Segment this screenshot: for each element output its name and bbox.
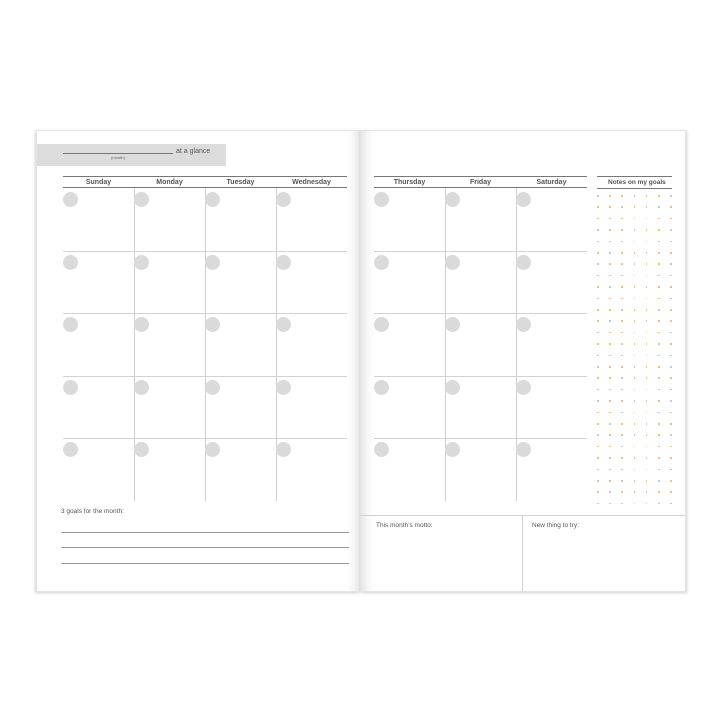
grid-dot [646,377,648,379]
grid-dot [658,503,660,505]
calendar-day-cell[interactable] [134,438,205,501]
grid-dot [658,320,660,322]
grid-dot [658,286,660,288]
grid-dot [597,400,599,402]
notes-top-rule [597,176,672,177]
grid-dot [597,412,599,414]
grid-dot [634,469,636,471]
grid-dot [621,298,623,300]
grid-dot [658,480,660,482]
grid-dot [670,412,672,414]
grid-dot [609,275,611,277]
grid-dot [634,195,636,197]
notes-header-rule [597,188,672,189]
date-number-circle[interactable] [276,255,291,270]
date-number-circle[interactable] [516,192,531,207]
grid-dot [634,206,636,208]
grid-dot [634,491,636,493]
grid-dot [646,423,648,425]
calendar-day-cell[interactable] [276,438,347,501]
grid-dot [658,343,660,345]
grid-dot [621,218,623,220]
grid-dot [670,400,672,402]
calendar-day-cell[interactable] [374,438,445,501]
calendar-day-cell[interactable] [63,313,134,376]
grid-top-rule [63,176,347,177]
grid-dot [634,412,636,414]
calendar-day-cell[interactable] [374,376,445,439]
grid-dot [609,252,611,254]
grid-dot [609,377,611,379]
grid-dot [609,195,611,197]
grid-dot [621,332,623,334]
grid-dot [597,457,599,459]
grid-dot [646,218,648,220]
grid-dot [621,412,623,414]
grid-dot [609,206,611,208]
date-number-circle[interactable] [276,317,291,332]
grid-dot [634,434,636,436]
grid-dot [646,480,648,482]
grid-dot [597,503,599,505]
grid-dot [597,446,599,448]
grid-dot [646,343,648,345]
grid-dot [609,229,611,231]
grid-dot [621,446,623,448]
calendar-day-cell[interactable] [63,188,134,251]
grid-dot [621,366,623,368]
grid-dot [658,457,660,459]
grid-dot [646,400,648,402]
grid-dot [634,503,636,505]
grid-dot [597,491,599,493]
date-number-circle[interactable] [205,380,220,395]
calendar-day-cell[interactable] [445,313,516,376]
grid-dot [609,480,611,482]
grid-dot [609,400,611,402]
date-number-circle[interactable] [445,192,460,207]
grid-dot [597,480,599,482]
grid-dot [597,377,599,379]
grid-dot [609,423,611,425]
grid-dot [646,491,648,493]
grid-dot [609,503,611,505]
grid-dot [634,480,636,482]
date-number-circle[interactable] [205,255,220,270]
date-number-circle[interactable] [374,317,389,332]
grid-dot [621,389,623,391]
grid-dot [609,332,611,334]
grid-dot [658,423,660,425]
grid-dot [634,252,636,254]
day-label-wednesday: Wednesday [292,179,331,186]
date-number-circle[interactable] [276,380,291,395]
grid-dot [634,309,636,311]
grid-dot [670,218,672,220]
grid-dot [658,469,660,471]
grid-dot [609,469,611,471]
date-number-circle[interactable] [374,192,389,207]
grid-dot [658,309,660,311]
grid-dot [646,412,648,414]
grid-dot [670,434,672,436]
grid-dot [670,343,672,345]
date-number-circle[interactable] [205,317,220,332]
day-label-saturday: Saturday [536,179,567,186]
calendar-day-cell[interactable] [205,376,276,439]
grid-dot [597,263,599,265]
grid-dot [634,343,636,345]
grid-dot [646,286,648,288]
grid-dot [646,298,648,300]
grid-dot [609,263,611,265]
grid-dot [609,446,611,448]
calendar-day-cell[interactable] [516,313,587,376]
month-blank-sublabel: (month) [111,155,125,160]
grid-dot [634,377,636,379]
grid-dot [621,457,623,459]
grid-dot [609,320,611,322]
calendar-day-cell[interactable] [134,251,205,314]
calendar-day-cell[interactable] [516,438,587,501]
calendar-day-cell[interactable] [276,251,347,314]
grid-dot [597,389,599,391]
grid-dot [597,434,599,436]
grid-dot [597,320,599,322]
grid-dot [609,491,611,493]
grid-dot [621,480,623,482]
grid-dot [658,229,660,231]
date-number-circle[interactable] [63,192,78,207]
grid-dot [670,195,672,197]
grid-dot [670,480,672,482]
calendar-day-cell[interactable] [134,313,205,376]
grid-dot [646,446,648,448]
date-number-circle[interactable] [374,380,389,395]
calendar-day-cell[interactable] [445,376,516,439]
grid-dot [646,366,648,368]
date-number-circle[interactable] [205,442,220,457]
grid-dot [670,252,672,254]
grid-dot [597,229,599,231]
grid-dot [597,469,599,471]
grid-dot [658,241,660,243]
grid-dot [658,332,660,334]
grid-dot [670,491,672,493]
grid-dot [621,229,623,231]
grid-dot [621,206,623,208]
grid-dot [597,252,599,254]
calendar-day-cell[interactable] [276,188,347,251]
grid-dot [658,218,660,220]
grid-dot [646,275,648,277]
grid-dot [609,412,611,414]
grid-dot [634,332,636,334]
grid-dot [609,434,611,436]
grid-dot [597,218,599,220]
grid-dot [646,229,648,231]
date-number-circle[interactable] [516,442,531,457]
grid-dot [609,298,611,300]
grid-dot [646,195,648,197]
grid-dot [670,229,672,231]
grid-dot [597,206,599,208]
calendar-day-cell[interactable] [205,188,276,251]
date-number-circle[interactable] [374,255,389,270]
grid-dot [658,400,660,402]
grid-dot [634,446,636,448]
grid-dot [670,309,672,311]
left-page [36,130,361,592]
motto-field[interactable] [360,523,522,591]
date-number-circle[interactable] [516,317,531,332]
grid-dot [634,263,636,265]
date-number-circle[interactable] [374,442,389,457]
grid-dot [670,457,672,459]
calendar-day-cell[interactable] [374,188,445,251]
grid-dot [658,491,660,493]
day-label-monday: Monday [156,179,183,186]
grid-dot [646,252,648,254]
new-thing-field[interactable] [523,523,685,591]
calendar-day-cell[interactable] [205,438,276,501]
month-blank-line[interactable] [63,153,173,154]
grid-dot [646,309,648,311]
notes-dot-grid[interactable] [597,195,675,511]
goal-line-1[interactable] [61,532,349,533]
date-number-circle[interactable] [63,442,78,457]
grid-dot [658,377,660,379]
grid-dot [634,218,636,220]
grid-dot [609,343,611,345]
calendar-day-cell[interactable] [205,313,276,376]
grid-dot [658,389,660,391]
calendar-day-cell[interactable] [63,251,134,314]
grid-dot [658,252,660,254]
grid-dot [670,423,672,425]
date-number-circle[interactable] [134,192,149,207]
date-number-circle[interactable] [63,255,78,270]
grid-dot [621,286,623,288]
grid-dot [646,206,648,208]
grid-dot [621,377,623,379]
grid-dot [634,366,636,368]
calendar-day-cell[interactable] [516,188,587,251]
calendar-day-cell[interactable] [374,251,445,314]
grid-dot [670,503,672,505]
calendar-day-cell[interactable] [63,438,134,501]
grid-dot [634,389,636,391]
grid-dot [609,218,611,220]
date-number-circle[interactable] [276,442,291,457]
calendar-day-cell[interactable] [134,188,205,251]
grid-dot [658,412,660,414]
grid-dot [609,366,611,368]
goal-line-3[interactable] [61,563,349,564]
grid-dot [670,320,672,322]
grid-dot [646,320,648,322]
date-number-circle[interactable] [516,380,531,395]
grid-dot [646,332,648,334]
grid-dot [609,457,611,459]
grid-dot [634,320,636,322]
date-number-circle[interactable] [134,317,149,332]
grid-dot [658,366,660,368]
grid-dot [597,241,599,243]
grid-dot [670,298,672,300]
date-number-circle[interactable] [516,255,531,270]
grid-dot [670,366,672,368]
grid-dot [658,275,660,277]
calendar-day-cell[interactable] [205,251,276,314]
grid-dot [609,389,611,391]
date-number-circle[interactable] [276,192,291,207]
grid-dot [634,400,636,402]
grid-dot [646,469,648,471]
grid-dot [621,355,623,357]
grid-dot [646,457,648,459]
grid-dot [597,298,599,300]
month-header-suffix: at a glance [176,148,211,155]
grid-dot [621,275,623,277]
grid-dot [658,195,660,197]
calendar-day-cell[interactable] [134,376,205,439]
calendar-day-cell[interactable] [516,376,587,439]
month-header-band [37,144,226,166]
grid-dot [658,446,660,448]
grid-dot [621,503,623,505]
grid-dot [597,355,599,357]
date-number-circle[interactable] [445,380,460,395]
grid-dot [634,298,636,300]
calendar-day-cell[interactable] [445,251,516,314]
grid-dot [646,263,648,265]
grid-dot [670,286,672,288]
new-thing-label: New thing to try: [532,522,579,529]
grid-dot [634,355,636,357]
date-number-circle[interactable] [63,380,78,395]
calendar-day-cell[interactable] [445,438,516,501]
day-label-sunday: Sunday [85,179,112,186]
notes-label: Notes on my goals [608,179,666,186]
date-number-circle[interactable] [445,317,460,332]
grid-dot [609,286,611,288]
date-number-circle[interactable] [134,255,149,270]
date-number-circle[interactable] [134,380,149,395]
grid-dot [634,286,636,288]
motto-label: This month’s motto: [376,522,433,529]
grid-dot [670,275,672,277]
grid-dot [621,263,623,265]
grid-dot [609,309,611,311]
grid-dot [621,309,623,311]
calendar-day-cell[interactable] [374,313,445,376]
calendar-day-cell[interactable] [63,376,134,439]
grid-dot [646,503,648,505]
grid-dot [646,241,648,243]
grid-dot [634,275,636,277]
grid-dot [658,298,660,300]
calendar-day-cell[interactable] [445,188,516,251]
grid-dot [597,332,599,334]
grid-dot [646,355,648,357]
goals-label: 3 goals for the month: [61,508,124,515]
grid-dot [670,389,672,391]
grid-dot [621,400,623,402]
grid-dot [621,241,623,243]
grid-dot [670,241,672,243]
grid-dot [597,366,599,368]
grid-dot [646,434,648,436]
day-label-tuesday: Tuesday [226,179,255,186]
grid-dot [670,206,672,208]
grid-dot [621,434,623,436]
grid-dot [609,355,611,357]
grid-dot [670,446,672,448]
grid-dot [658,355,660,357]
date-number-circle[interactable] [205,192,220,207]
grid-dot [597,195,599,197]
grid-dot [609,241,611,243]
grid-dot [621,469,623,471]
date-number-circle[interactable] [134,442,149,457]
calendar-day-cell[interactable] [516,251,587,314]
date-number-circle[interactable] [445,255,460,270]
grid-dot [597,423,599,425]
grid-dot [670,332,672,334]
grid-dot [621,320,623,322]
date-number-circle[interactable] [445,442,460,457]
date-number-circle[interactable] [63,317,78,332]
grid-dot [670,355,672,357]
grid-dot [658,434,660,436]
grid-dot [634,241,636,243]
grid-dot [670,263,672,265]
grid-dot [597,309,599,311]
calendar-day-cell[interactable] [276,376,347,439]
grid-dot [658,206,660,208]
grid-dot [634,457,636,459]
day-label-friday: Friday [469,179,491,186]
grid-dot [621,491,623,493]
grid-dot [670,469,672,471]
right-page [360,130,686,592]
grid-dot [658,263,660,265]
grid-dot [621,252,623,254]
grid-dot [634,229,636,231]
goal-line-2[interactable] [61,547,349,548]
grid-dot [597,275,599,277]
grid-dot [597,343,599,345]
grid-top-rule [374,176,587,177]
grid-dot [621,423,623,425]
grid-dot [597,286,599,288]
day-label-thursday: Thursday [393,179,426,186]
grid-dot [621,343,623,345]
grid-dot [646,389,648,391]
grid-dot [634,423,636,425]
grid-dot [670,377,672,379]
calendar-day-cell[interactable] [276,313,347,376]
grid-dot [621,195,623,197]
